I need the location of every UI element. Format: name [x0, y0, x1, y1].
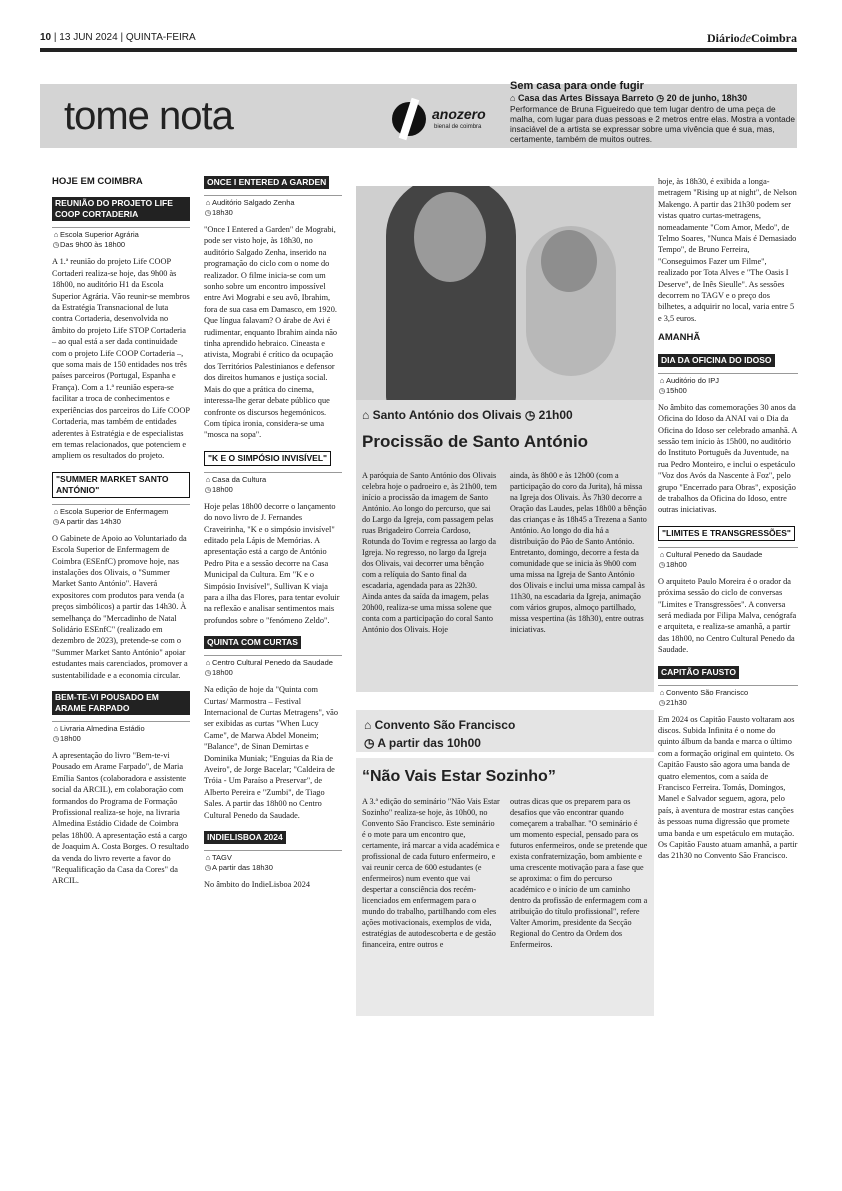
section-heading: HOJE EM COIMBRA [52, 176, 143, 187]
event-meta: ⌂ Escola Superior Agrária ◷Das 9h00 às 18h00 [52, 227, 190, 250]
event-tag: QUINTA COM CURTAS [204, 636, 301, 649]
event-meta: ⌂ Convento São Francisco ◷21h30 [658, 685, 798, 708]
clock-icon: ◷ [204, 484, 212, 494]
event-text: No âmbito das comemorações 30 anos da Oficina do Idoso da ANAI vai o Dia da Oficina do Idoso ser celebrado amanhã. A sessão tem início às 15h00, no auditório do Instituto Português da Juventude, na rua Pedro Monteiro, e inclui o espetáculo "Voz dos Avós da Nascente à Foz", pelo grupo "Encerrado para Obras", exposição de trabalhos da Oficina do Idoso, entre outras iniciativas. [658, 402, 797, 515]
clock-icon: ◷ [52, 240, 60, 250]
article-text-right: ainda, às 8h00 e às 12h00 (com a participação do coro da Jurita), há missa na Igreja dos Olivais. Às 7h30 decorre a Oração das Laudes, pelas 18h00 a bênção das crianças e às 18h45 a Trezena a Santo António. Ao longo do dia há a distribuição do Pão de Santo António. Entretanto, domingo, decorre a festa da comunidade que se inicia às 9h00 com uma missa na Igreja de Santo António dos Olivais e inclui uma missa campal às 11h30, na escadaria da Igreja, animação com vários grupos, almoço partilhado, missa vespertina (às 18h30), entre outras iniciativas. [510, 471, 647, 634]
event-tag: "K E O SIMPÓSIO INVISÍVEL" [204, 451, 331, 466]
event-text: Em 2024 os Capitão Fausto voltaram aos discos. Subida Infinita é o nome do quinto álbum da banda e marca o último com a formação original em quinteto. Os Capitão Fausto são agora uma banda de quatro elementos, com a saída de Francisco Ferreira. Tomás, Domingos, Manel e Salvador seguem, agora, pelo país, à aventura de mostrar estas canções às pessoas numa digressão que promete uma banda e um espetáculo em mutação. Os Capitão Fausto atuam amanhã, a partir das 21h30 no Convento São Francisco. [658, 714, 798, 861]
house-icon: ⌂ [53, 230, 59, 240]
event-tag: "SUMMER MARKET SANTO ANTÓNIO" [52, 472, 190, 498]
clock-icon: ◷ [204, 208, 212, 217]
article2-place: Convento São Francisco [374, 718, 516, 732]
page-number: 10 [40, 32, 52, 43]
promo-time: 20 de junho, 18h30 [666, 93, 748, 103]
clock-icon: ◷ [204, 668, 212, 678]
header-rule [40, 48, 797, 52]
house-icon: ⌂ [205, 658, 211, 668]
clock-icon: ◷ [204, 863, 212, 873]
event-text: No âmbito do IndieLisboa 2024 [204, 880, 310, 890]
house-icon: ⌂ [205, 198, 211, 207]
event-tag: ONCE I ENTERED A GARDEN [204, 176, 329, 189]
event-tag: INDIELISBOA 2024 [204, 831, 286, 844]
event-text: "Once I Entered a Garden" de Mograbi, pode ser visto hoje, às 18h30, no auditório Salgado Zenha, inserido na programação do ciclo com o nome do realizador. O filme inicia-se com um sonho sobre um encontro impossível entre Avi Mograbi e seu avô, Ibrahim, fora de sua casa em Damasco, em 1920. Que língua falavam? O árabe de Avi é rudimentar, enquanto Ibrahim ainda não tinha aprendido hebraico. Cineasta e ativista, Mograbi é crítico da ocupação dos Territórios Palestinianos e defensor dos direitos humanos e justiça social. Mais do que a prática do cinema, interessa-lhe gerar debate público que confronte os discursos hegemónicos. Com típica ironia, considera-se uma "mosca na sopa". [204, 225, 338, 440]
newspaper-brand: DiáriodeCoimbra [707, 31, 797, 45]
event-meta: ⌂ Auditório do IPJ ◷15h00 [658, 373, 798, 396]
house-icon: ⌂ [53, 724, 59, 733]
article-meta [362, 408, 573, 422]
event-meta: ⌂ Escola Superior de Enfermagem ◷A partir das 14h30 [52, 504, 190, 527]
event-text: A apresentação do livro "Bem-te-vi Pousado em Arame Farpado", de Maria Emília Santos (colaboradora e assistente social da ARCIL), em colaboração com formandos do Programa de Formação Profissional realiza-se hoje, na livraria Almedina Estádio Cidade de Coimbra pelas 18h00. A apresentação está a cargo de Joaquim A. Costa Borges. O resultado da venda do livro reverte a favor do "Requalificação da Casa da Cores" da ARCIL. [52, 751, 189, 886]
column-eventos [204, 176, 342, 896]
clock-icon: ◷ [52, 734, 60, 743]
article2-text-left: A 3.ª edição do seminário "Não Vais Estar Sozinho" realiza-se hoje, às 10h00, no Convento São Francisco. Este seminário é o mote para um encontro que, certamente, irá marcar a vida académica e profissional de cada futuro enfermeiro, e vai reunir cerca de 600 estudantes (e enfermeiros) num evento que vai despertar a consciência dos recém-licenciados em enfermagem para o mundo do trabalho, partilhando com eles ações motivacionais, exemplos de vida, estratégias de autodescoberta e de gestão financeira, entre outros e [362, 797, 500, 949]
clock-icon: ◷ [658, 697, 666, 707]
article-time: 21h00 [538, 408, 573, 422]
promo-place: Casa das Artes Bissaya Barreto [517, 93, 654, 103]
page-date: 13 JUN 2024 [59, 32, 118, 43]
event-tag: REUNIÃO DO PROJETO LIFE COOP CORTADERIA [52, 197, 190, 221]
child-face [541, 230, 597, 292]
event-text: hoje, às 18h30, é exibida a longa-metragem "Rising up at night", de Nelson Makengo. A partir das 21h30 podem ser vistas quatro curtas-metragens, nomeadamente "Com Amor, Medo", de Telmo Soares, "Nunca Mais é Demasiado Tempo", de Bruno Ferreira, "Conseguimos Fazer um Filme", realizado por Tota Alves e "The Oasis I Deserve", de Inês Sieulle". As sessões decorrem no TAGV e o preço dos bilhetes, a adquirir no local, varia entre 5 e 3,5 euros. [658, 177, 797, 323]
event-text: Na edição de hoje da "Quinta com Curtas/ Marmostra – Festival Internacional de Curtas Metragens", vão ser exibidas as curtas "When Lucy Came", de Marwa Abdel Moneim; "Balance", de Sinan Demirtas e Dominika Muniak; "Enguias da Ria de Aveiro", de Jorge Bacelar; "Caldeira de Tróia - Um Paraíso a Preservar", de Alberto Pereira e "Zumbi", de Tiago Sales. A partir das 18h00 no Centro Cultural Penedo da Saudade. [204, 685, 339, 820]
article2-meta [364, 716, 515, 752]
anozero-logo-icon [392, 102, 426, 136]
house-icon: ⌂ [659, 687, 665, 697]
event-tag: BEM-TE-VI POUSADO EM ARAME FARPADO [52, 691, 190, 715]
article-text-left: A paróquia de Santo António dos Olivais celebra hoje o padroeiro e, às 21h00, tem início a procissão da imagem de Santo António. Ao longo do percurso, que sai do Largo da Igreja, com passagem pelas ruas Brigadeiro Correia Cardoso, Rotunda do Tovim e regressa ao largo da Igreja. No regresso, no largo da Igreja dos Olivais, vai decorrer uma bênção com a relíquia do Santo final da escadaria, agendada para as 22h30. Ainda antes da saída da imagem, pelas 20h00, realiza-se uma missa solene que conta com a participação do coral Santo António dos Olivais. Hoje [362, 471, 497, 634]
event-meta: ⌂ Auditório Salgado Zenha ◷18h30 [204, 195, 342, 218]
event-meta: ⌂ Centro Cultural Penedo da Saudade ◷18h00 [204, 655, 342, 678]
column-hoje [52, 176, 190, 893]
event-text: O Gabinete de Apoio ao Voluntariado da Escola Superior de Enfermagem de Coimbra (ESEnfC) promove hoje, nas instalações dos Olivais, o "Summer Market Santo António". Haverá expositores com produtos para venda (a preços simbólicos) a partir das 14h30. À semelhança do "Mercadinho de Natal Solidário ESEnfC" (realizado em dezembro de 2023), pretende-se com o "Summer Market Santo António" apoiar estudantes mais carenciados, promover a sustentabilidade e a economia circular. [52, 533, 188, 680]
house-icon: ⌂ [659, 549, 665, 559]
logo-text: anozero [432, 106, 486, 122]
clock-icon: ◷ [524, 408, 536, 422]
logo-subtitle: bienal de coimbra [434, 124, 482, 130]
banner-title: tome nota [64, 94, 233, 138]
clock-icon: ◷ [658, 559, 666, 569]
house-icon: ⌂ [659, 375, 665, 385]
article2-time: A partir das 10h00 [377, 736, 481, 750]
event-meta: ⌂ Casa da Cultura ◷18h00 [204, 472, 342, 495]
event-tag: DIA DA OFICINA DO IDOSO [658, 354, 775, 367]
event-meta: ⌂ Cultural Penedo da Saudade ◷18h00 [658, 547, 798, 570]
event-meta: ⌂ TAGV ◷A partir das 18h30 [204, 850, 342, 873]
article-place: Santo António dos Olivais [372, 408, 522, 422]
article-headline: Procissão de Santo António [362, 432, 589, 451]
event-text: A 1.ª reunião do projeto Life COOP Cortaderi realiza-se hoje, das 9h00 às 18h00, no auditório H1 da Escola Superior Agrária. Vão reunir-se membros da Estratégia Transnacional de luta contra Cortaderia, desenvolvida no âmbito do projeto Life STOP Cortaderia – ao qual está a ser dada continuidade com o projeto Life COOP Cortaderia –, que soma mais de 150 entidades nos três países parceiros (Portugal, Espanha e França). Com a 1.ª reunião espera-se facilitar a troca de conhecimentos e experiências dos parceiros do Life COOP Cortaderia, mas também de entidades aderentes à Estratégia e de especialistas em temas relacionados, que potenciem e ampliem os resultados do projeto. [52, 257, 190, 461]
page-header: 10 | 13 JUN 2024 | QUINTA-FEIRA DiáriodeCoimbra [40, 31, 797, 45]
house-icon: ⌂ [53, 506, 59, 516]
page-weekday: QUINTA-FEIRA [125, 32, 196, 43]
column-amanha [658, 176, 798, 868]
event-text: Hoje pelas 18h00 decorre o lançamento do novo livro de J. Fernandes Craveirinha, "K e o simpósio invisível" editado pela Lápis de Memórias. A apresentação está a cargo de António Pedro Pita e a sessão decorre na Casa Municipal da Cultura. Em "K e o Simpósio Invisível", Sullivan K viaja para a ilha das Flores, para tentar evoluir na reflexão e analisar sentimentos mais profundos sobre o "fenómeno Zeldo". [204, 501, 340, 625]
section-heading: AMANHÃ [658, 332, 701, 344]
saint-anthony-photo [356, 186, 654, 400]
promo-description: Performance de Bruna Figueiredo que tem lugar dentro de uma peça de malha, com lugar para duas pessoas e 2 metros entre elas. Mostra a vontade insaciável de a artista se expressar sobre uma vivência que é sua, mas, certamente, também de muitos outres. [510, 104, 796, 144]
promo-title: Sem casa para onde fugir [510, 80, 644, 92]
house-icon: ⌂ [510, 93, 516, 103]
clock-icon: ◷ [364, 736, 375, 750]
house-icon: ⌂ [364, 718, 372, 732]
house-icon: ⌂ [205, 474, 211, 484]
clock-icon: ◷ [658, 385, 666, 395]
article2-headline: “Não Vais Estar Sozinho” [362, 768, 556, 785]
article2-text-right: outras dicas que os preparem para os desafios que vão encontrar quando começarem a trabalhar. "O seminário é um momento especial, pensado para os futuros enfermeiros, onde se pretende que exista confraternização, bom ambiente e uma crescente motivação para a fase que se aproxima: o fim do percurso académico e o início de um caminho dentro da profissão de enfermagem com a atribuição do título profissional", refere Valter Amorim, presidente da Secção Regional do Centro da Ordem dos Enfermeiros. [510, 797, 648, 949]
clock-icon: ◷ [52, 516, 60, 526]
clock-icon: ◷ [656, 93, 665, 103]
house-icon: ⌂ [205, 853, 211, 863]
saint-face [414, 192, 486, 282]
event-text: O arquiteto Paulo Moreira é o orador da próxima sessão do ciclo de conversas "Limites e Transgressões". A conversa será mediada por Filipa Malva, cenógrafa e arquiteta, e realiza-se amanhã, a partir das 18h00, no Centro Cultural Penedo da Saudade. [658, 576, 797, 655]
event-tag: "LIMITES E TRANSGRESSÕES" [658, 526, 795, 541]
event-meta: ⌂ Livraria Almedina Estádio ◷18h00 [52, 721, 190, 744]
promo-box [510, 80, 797, 144]
event-tag: CAPITÃO FAUSTO [658, 666, 739, 679]
house-icon: ⌂ [362, 408, 370, 422]
